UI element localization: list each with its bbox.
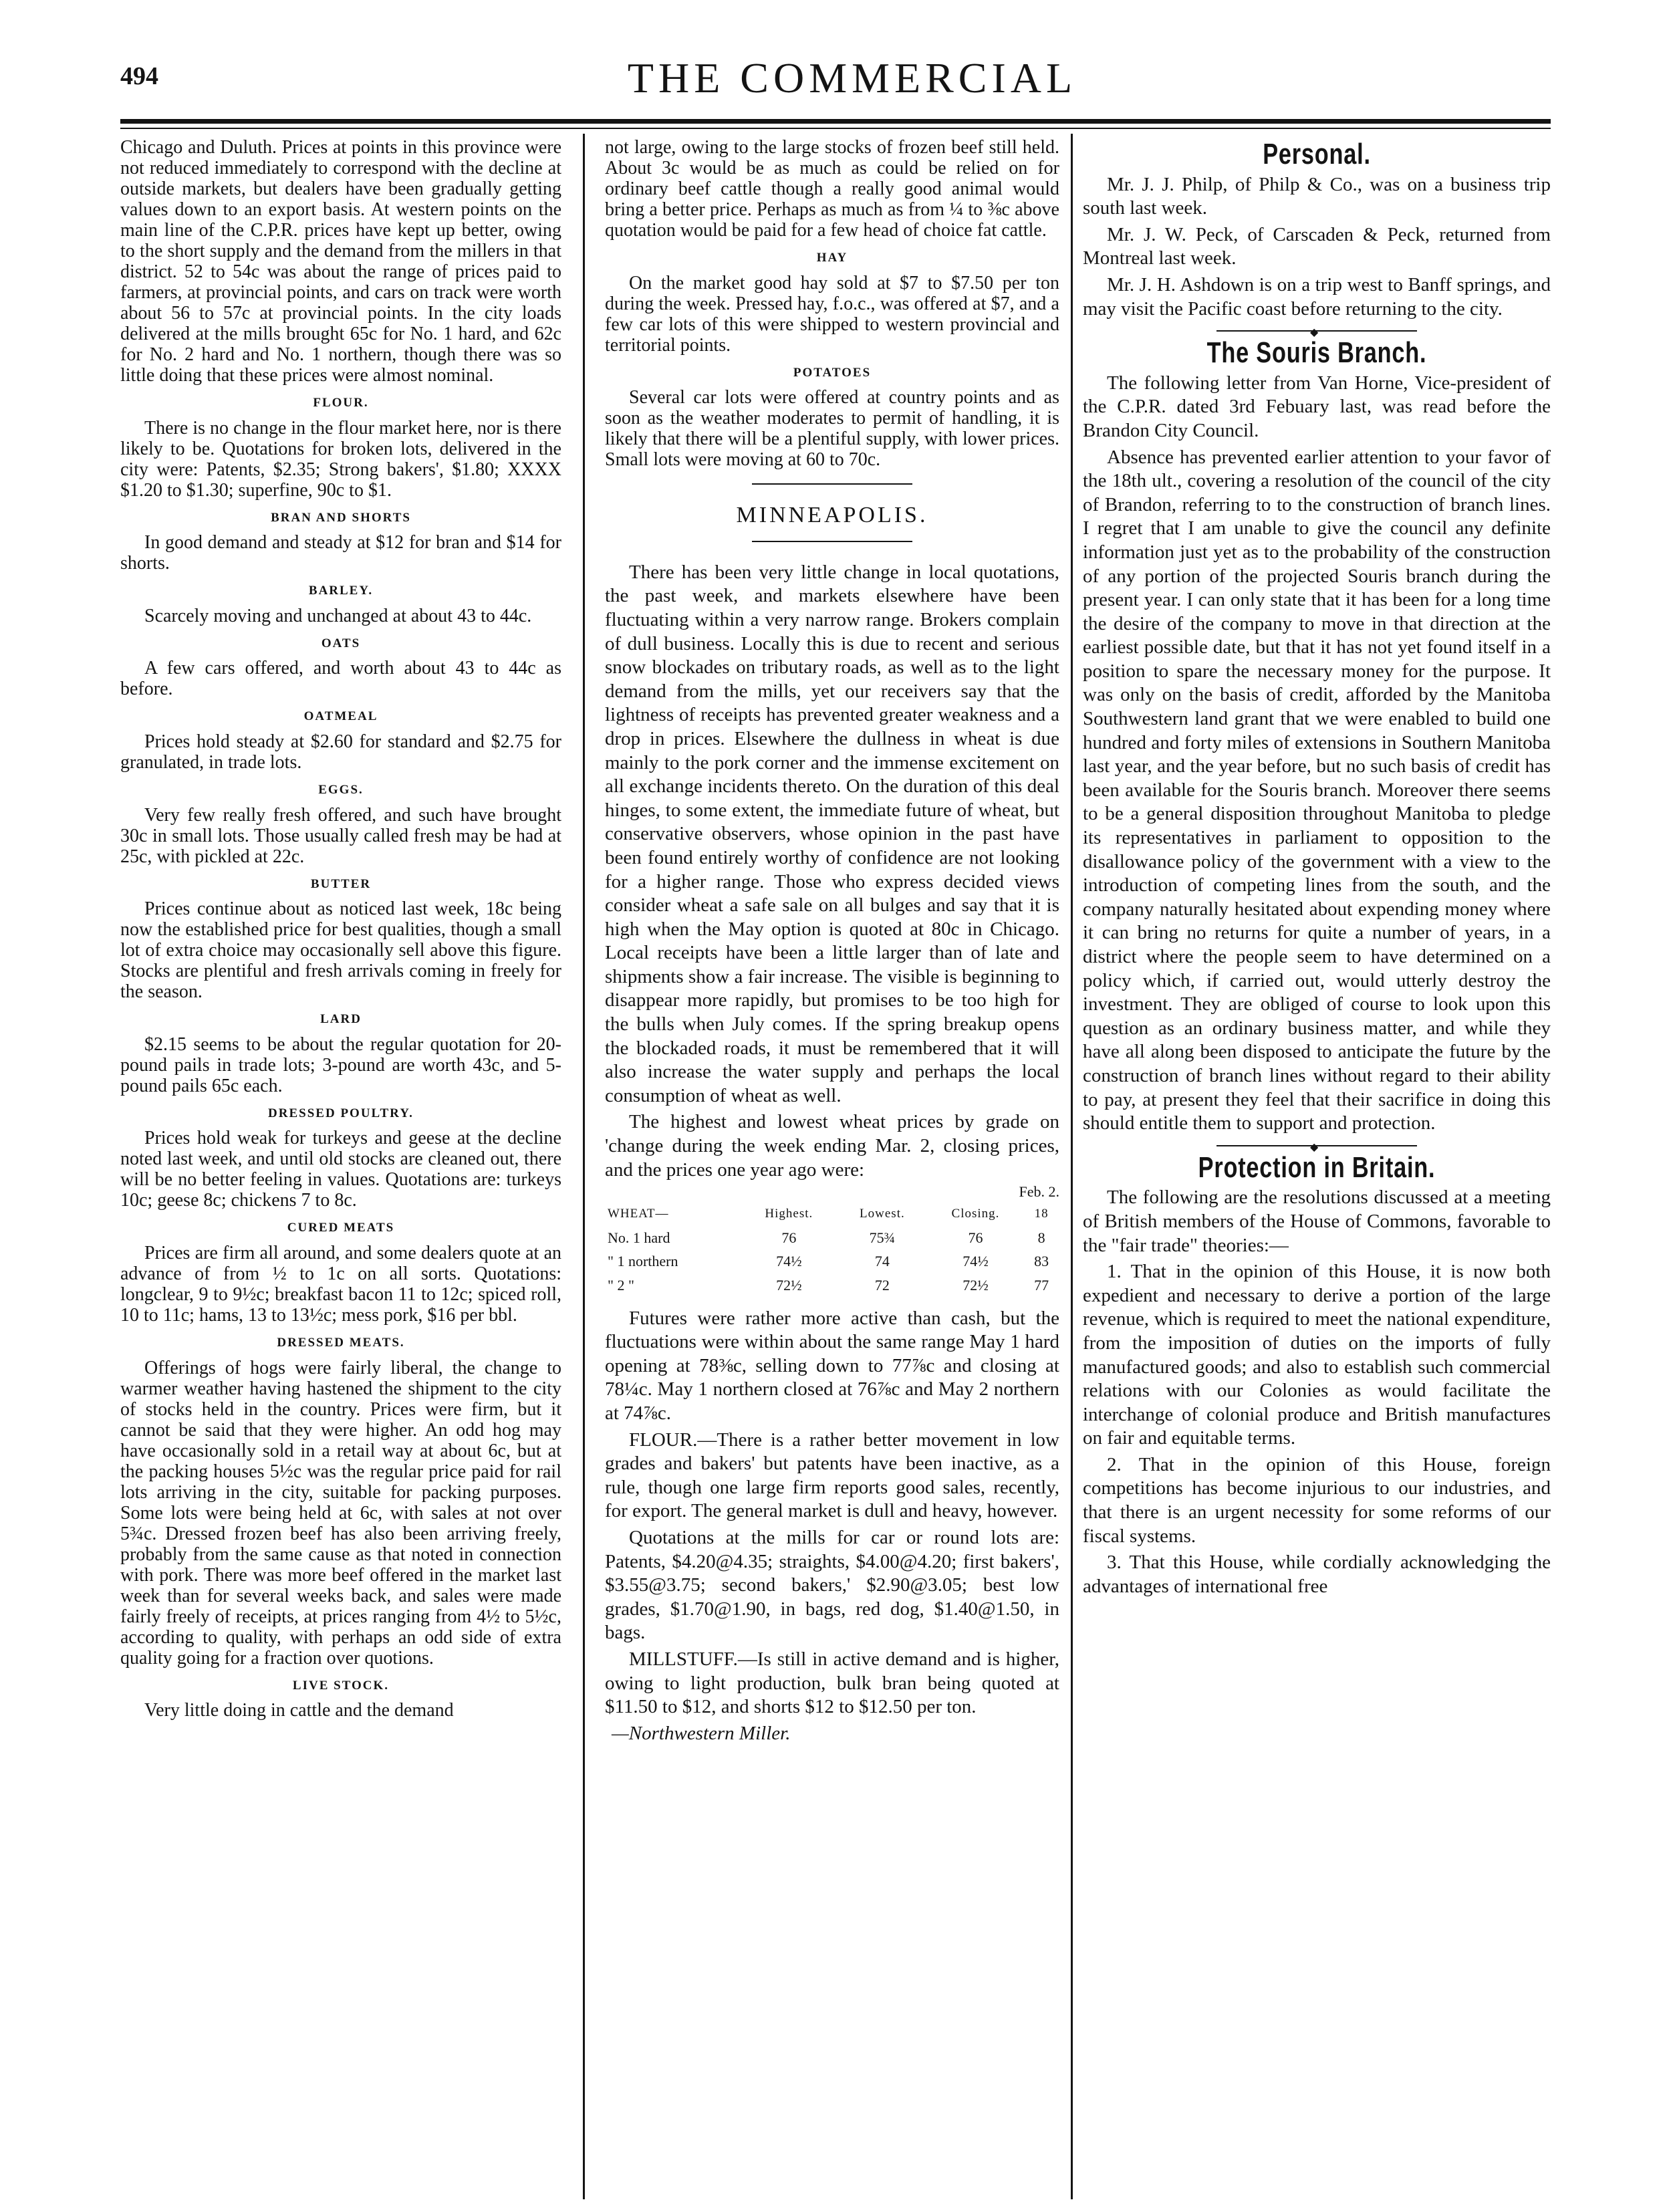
table-cell: 83 bbox=[1034, 1253, 1049, 1270]
poultry-heading: DRESSED POULTRY. bbox=[268, 1106, 414, 1120]
minneapolis-paragraph: There has been very little change in local quotations, the past week, and markets elsewhere have been fluctuating within a very narrow range. Brokers complain of dull business. Locally this is due to recent and serious snow blockades on tributary roads, as well as to the light demand from the mills, yet our receivers say that the lightness of receipts has prevented greater weakness and a drop in prices. Elsewhere the dullness in wheat is due mainly to the pork corner and the immense excitement on all exchange incidents thereto. On the duration of this deal hinges, to some extent, the immediate future of wheat, but conservative observers, whose opinion in the past have been found entirely worthy of confidence are not looking for a higher range. Those who express decided views consider wheat a safe sale on all bulges and say that it is high when the May option is quoted at 80c in Chicago. Local receipts have been a little larger than of late and shipments show a fair increase. The visible is beginning to disappear more rapidly, but promises to be too high for the bulls when July comes. If the spring breakup opens the blockaded roads, it must be remembered that it will also increase the water supply and perhaps the local consumption of wheat as well. bbox=[605, 561, 1059, 1106]
wheat-price-table bbox=[605, 1202, 1059, 1297]
source-credit: —Northwestern Miller. bbox=[612, 1722, 791, 1744]
souris-branch-heading: The Souris Branch. bbox=[1206, 336, 1427, 370]
futures-paragraph: Futures were rather more active than cash, but the fluctuations were within about the same range May 1 hard opening at 78⅜c, selling down to 77⅞c and closing at 78¼c. May 1 northern closed at 76⅞c and May 2 northern at 74⅞c. bbox=[605, 1307, 1059, 1424]
millstuff-paragraph: MILLSTUFF.—Is still in active demand and is higher, owing to light production, bulk bran being quoted at $11.50 to $12, and shorts $12 to $12.50 per ton. bbox=[605, 1648, 1059, 1718]
table-cell: 72½ bbox=[962, 1277, 989, 1294]
resolution-1: 1. That in the opinion of this House, it is now both expedient and necessary to derive a portion of the large revenue, which is required to meet the national expenditure, from the imposition of duties on the imports of fully manufactured goods; and also to establish such commercial relations with our Colonies as would facilitate the interchange of colonial produce and British manufactures on fair and equitable terms. bbox=[1083, 1261, 1551, 1449]
section-rule bbox=[752, 483, 912, 485]
section-divider bbox=[1216, 1145, 1417, 1146]
butter-heading: BUTTER bbox=[310, 876, 372, 891]
personal-heading: Personal. bbox=[1263, 138, 1371, 170]
table-row bbox=[605, 1249, 1059, 1273]
table-cell: " 2 " bbox=[608, 1277, 634, 1294]
column-3 bbox=[1083, 137, 1551, 1601]
protection-intro: The following are the resolutions discussed at a meeting of British members of the House of Commons, favorable to the "fair trade" theories:— bbox=[1083, 1187, 1551, 1256]
oatmeal-paragraph: Prices hold steady at $2.60 for standard and $2.75 for granulated, in trade lots. bbox=[120, 731, 561, 773]
quotations-paragraph: Quotations at the mills for car or round lots are: Patents, $4.20@4.35; straights, $4.00@4.20; first bakers', $3.55@3.75; second bakers,' $2.90@3.05; best low grades, $1.70@1.90, in bags, red dog, $1.40@1.50, in bags. bbox=[605, 1526, 1059, 1644]
minneapolis-heading: MINNEAPOLIS. bbox=[736, 503, 928, 528]
eggs-paragraph: Very few really fresh offered, and such have brought 30c in small lots. Those usually called fresh may be had at 25c, with pickled at 22c. bbox=[120, 804, 561, 867]
page-number: 494 bbox=[120, 62, 158, 90]
flour-paragraph: FLOUR.—There is a rather better movement in low grades and bakers' but patents have been inactive, as a rule, though one large firm reports good sales, recently, for export. The general market is dull and heavy, however. bbox=[605, 1429, 1059, 1522]
table-cell: 72 bbox=[874, 1277, 890, 1294]
table-cell: 76 bbox=[781, 1229, 797, 1246]
column-divider-left bbox=[583, 134, 585, 2199]
hay-paragraph: On the market good hay sold at $7 to $7.50 per ton during the week. Pressed hay, f.o.c., was offered at $7, and a few car lots of this were shipped to western provincial and territorial points. bbox=[605, 272, 1059, 356]
table-row bbox=[605, 1226, 1059, 1250]
oats-heading: OATS bbox=[321, 636, 361, 650]
hay-heading: HAY bbox=[816, 251, 848, 265]
flour-heading: FLOUR. bbox=[313, 396, 369, 410]
table-row bbox=[605, 1273, 1059, 1298]
potatoes-paragraph: Several car lots were offered at country points and as soon as the weather moderates to permit of handling, it is likely that there will be a plentiful supply, with lower prices. Small lots were moving at 60 to 70c. bbox=[605, 387, 1059, 471]
cured-meats-paragraph: Prices are firm all around, and some dealers quote at an advance of from ½ to 1c on all sorts. Quotations: longclear, 9 to 9½c; breakfast bacon 11 to 12c; spiced roll, 10 to 11c; hams, 13 to 13½c; mess pork, $16 per bbl. bbox=[120, 1242, 561, 1326]
butter-paragraph: Prices continue about as noticed last week, 18c being now the established price for best qualities, though a small lot of extra choice may occasionally sell above this figure. Stocks are plentiful and fresh arrivals coming in freely for the season. bbox=[120, 898, 561, 1003]
personal-item: Mr. J. J. Philp, of Philp & Co., was on a business trip south last week. bbox=[1083, 173, 1551, 219]
table-cell: 8 bbox=[1037, 1229, 1045, 1246]
masthead-rule-thin bbox=[120, 128, 1551, 129]
table-cell: 76 bbox=[968, 1229, 983, 1246]
eggs-heading: EGGS. bbox=[318, 782, 364, 797]
section-rule bbox=[752, 541, 912, 542]
live-stock-paragraph: Very little doing in cattle and the demand bbox=[144, 1700, 454, 1721]
column-1 bbox=[120, 137, 561, 1723]
resolution-2: 2. That in the opinion of this House, foreign competitions has become injurious to our industries, and that there is an urgent necessity for some reforms of our fiscal systems. bbox=[1083, 1453, 1551, 1547]
table-header: 18 bbox=[1034, 1207, 1049, 1221]
table-cell: 77 bbox=[1034, 1277, 1049, 1294]
table-cell: 74½ bbox=[776, 1253, 802, 1270]
cured-meats-heading: CURED MEATS bbox=[287, 1221, 395, 1235]
table-header: WHEAT— bbox=[608, 1207, 669, 1221]
table-cell: No. 1 hard bbox=[608, 1229, 670, 1246]
bran-paragraph: In good demand and steady at $12 for bran and $14 for shorts. bbox=[120, 532, 561, 574]
table-cell: 74 bbox=[874, 1253, 890, 1270]
souris-letter: Absence has prevented earlier attention to your favor of the 18th ult., covering a resolution of the council of the city of Brandon, referring to to the construction of branch lines. I regret that I am unable to give the council any definite information just yet as to the probability of the construction of any portion of the projected Souris branch during the present year. I can only state that it has been for a long time the desire of the company to move in that direction at the earliest possible date, but that it has not yet found itself in a position to spare the necessary money for the purpose. It was only on the basis of credit, afforded by the Manitoba Southwestern land grant that we were enabled to build one hundred and forty miles of extensions in Southern Manitoba last year, and the year before, but no such basis of credit has been available for the Souris branch. Moreover there seems to be a general disposition throughout Manitoba to pledge its representatives in parliament to opposition to the disallowance policy of the government with a view to the introduction of competing lines from the south, and the company naturally hesitated about expending money where it can bring no returns for quite a number of years, in a district where the people seem to have determined on a policy which, if carried out, would utterly destroy the investment. They are obliged of course to look upon this question as an ordinary business matter, and while they have all along been disposed to anticipate the future by the construction of branch lines without regard to their ability to pay, at present they feel that their sacrifice in doing this should entitle them to support and protection. bbox=[1083, 446, 1551, 1134]
lard-paragraph: $2.15 seems to be about the regular quotation for 20-pound pails in trade lots; 3-pound are worth 43c, and 5-pound pails 65c each. bbox=[120, 1033, 561, 1096]
cattle-continued: not large, owing to the large stocks of frozen beef still held. About 3c would be as much as could be relied on for ordinary beef cattle though a really good animal would bring a better price. Perhaps as much as from ¼ to ⅜c above quotation would be paid for a few head of choice fat cattle. bbox=[605, 137, 1059, 241]
barley-paragraph: Scarcely moving and unchanged at about 43 to 44c. bbox=[144, 605, 532, 626]
wheat-report-continued: Chicago and Duluth. Prices at points in this province were not reduced immediately to correspond with the decline at outside markets, but dealers have been gradually getting values down to an export basis. At western points on the main line of the C.P.R. prices have kept up better, owing to the short supply and the demand from the millers in that district. 52 to 54c was about the range of prices paid to farmers, at provincial points, and cars on track were worth about 56 to 57c at provincial points. In the city loads delivered at the mills brought 65c for No. 1 hard, and 62c for No. 2 hard and No. 1 northern, though there was so little doing that these prices were almost nominal. bbox=[120, 137, 561, 386]
table-cell: 75¾ bbox=[869, 1229, 896, 1246]
table-cell: 72½ bbox=[776, 1277, 802, 1294]
table-header-row bbox=[605, 1202, 1059, 1226]
wheat-prices-intro: The highest and lowest wheat prices by grade on 'change during the week ending Mar. 2, closing prices, and the prices one year ago were: bbox=[605, 1111, 1059, 1181]
poultry-paragraph: Prices hold weak for turkeys and geese at the decline noted last week, and until old stocks are cleaned out, there will be no better feeling in values. Quotations are: turkeys 10c; geese 8c; chickens 7 to 8c. bbox=[120, 1128, 561, 1211]
protection-heading: Protection in Britain. bbox=[1198, 1150, 1436, 1184]
table-date: Feb. 2. bbox=[1019, 1183, 1059, 1201]
table-cell: " 1 northern bbox=[608, 1253, 678, 1270]
souris-intro: The following letter from Van Horne, Vice-president of the C.P.R. dated 3rd Febuary last, was read before the Brandon City Council. bbox=[1083, 372, 1551, 441]
table-cell: 74½ bbox=[962, 1253, 989, 1270]
masthead-title: THE COMMERCIAL bbox=[627, 54, 1077, 102]
bran-heading: BRAN AND SHORTS bbox=[271, 510, 411, 525]
barley-heading: BARLEY. bbox=[308, 584, 374, 598]
oats-paragraph: A few cars offered, and worth about 43 to 44c as before. bbox=[120, 658, 561, 700]
resolution-3: 3. That this House, while cordially acknowledging the advantages of international free bbox=[1083, 1552, 1551, 1597]
column-divider-right bbox=[1071, 134, 1073, 2199]
table-header: Closing. bbox=[951, 1207, 1000, 1221]
table-header: Lowest. bbox=[860, 1207, 905, 1221]
potatoes-heading: POTATOES bbox=[793, 365, 872, 380]
dressed-meats-paragraph: Offerings of hogs were fairly liberal, the change to warmer weather having hastened the shipment to the city of stocks held in the country. Prices were firm, but it cannot be said that they were higher. An odd hog may have occasionally sold in a retail way at about 6c, but at the packing houses 5½c was the regular price paid for rail lots arriving in the city, suitable for packing purposes. Some lots were being held at 6c, with sales at not over 5¾c. Dressed frozen beef has also been arriving freely, probably from the same cause as that noted in connection with pork. There was more beef offered in the market last week than for several weeks back, and sales were made fairly freely of receipts, at prices ranging from 4½ to 5½c, according to quality, with perhaps an odd side of extra quality going for a fraction over quotions. bbox=[120, 1357, 561, 1669]
dressed-meats-heading: DRESSED MEATS. bbox=[277, 1335, 405, 1350]
flour-paragraph: There is no change in the flour market here, nor is there likely to be. Quotations for broken lots, delivered in the city were: Patents, $2.35; Strong bakers', $1.80; XXXX $1.20 to $1.30; superfine, 90c to $1. bbox=[120, 417, 561, 501]
live-stock-heading: LIVE STOCK. bbox=[292, 1678, 390, 1693]
section-divider bbox=[1216, 330, 1417, 332]
oatmeal-heading: OATMEAL bbox=[303, 709, 378, 724]
personal-item: Mr. J. W. Peck, of Carscaden & Peck, returned from Montreal last week. bbox=[1083, 223, 1551, 269]
lard-heading: LARD bbox=[320, 1012, 362, 1027]
column-2 bbox=[605, 137, 1059, 1748]
table-header: Highest. bbox=[765, 1207, 813, 1221]
masthead-rule-thick bbox=[120, 119, 1551, 124]
personal-item: Mr. J. H. Ashdown is on a trip west to Banff springs, and may visit the Pacific coast before returning to the city. bbox=[1083, 273, 1551, 320]
